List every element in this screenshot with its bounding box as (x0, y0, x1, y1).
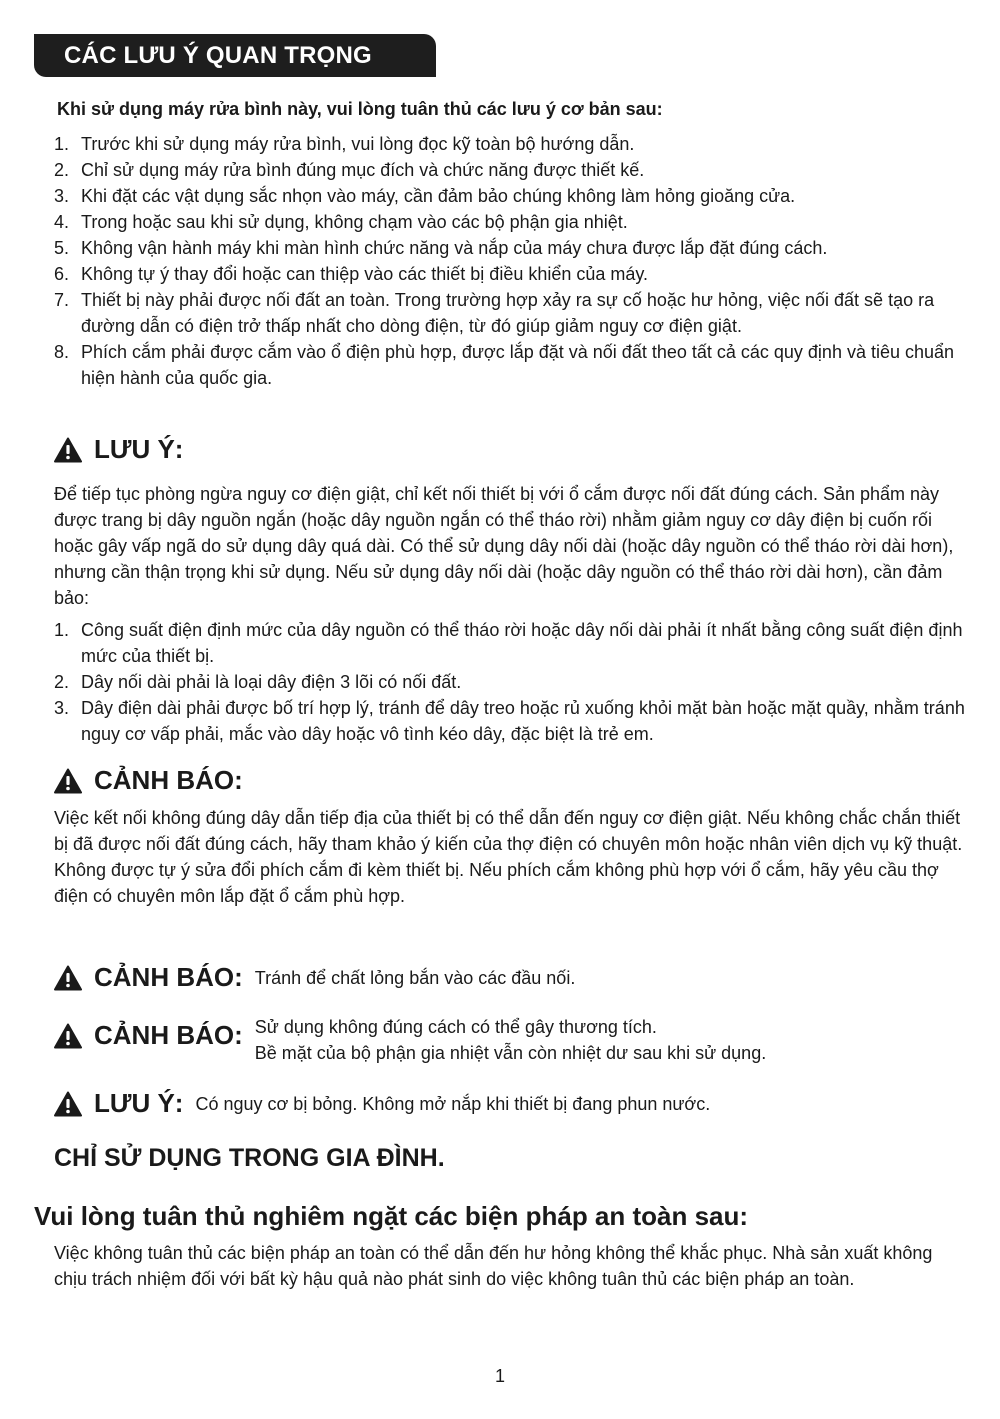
safety-paragraph: Việc không tuân thủ các biện pháp an toàn có thể dẫn đến hư hỏng không thể khắc phục. Nhà sản xuất không chịu trách nhiệm đối với bất kỳ hậu quả nào phát sinh do việc không tuân thủ các biện pháp an toàn. (54, 1243, 933, 1289)
inline-warning-label (54, 962, 243, 993)
warning-triangle-icon (54, 965, 82, 991)
list-item-text: Dây điện dài phải được bố trí hợp lý, tránh để dây treo hoặc rủ xuống khỏi mặt bàn hoặc mặt quầy, nhằm tránh nguy cơ vấp phải, mắc vào dây hoặc vô tình kéo dây, đặc biệt là trẻ em. (81, 698, 965, 744)
warning-paragraph (54, 805, 966, 909)
inline-warning-line: Sử dụng không đúng cách có thể gây thương tích. (254, 1017, 657, 1037)
list-item-text: Trong hoặc sau khi sử dụng, không chạm vào các bộ phận gia nhiệt. (81, 212, 628, 232)
inline-warning-label-text: LƯU Ý: (94, 1088, 184, 1118)
inline-warning-text (195, 1088, 710, 1117)
list-item (54, 157, 969, 183)
basic-notes-list (54, 131, 969, 391)
list-number: 3. (54, 186, 70, 206)
inline-warning-label (54, 1088, 183, 1119)
list-number: 5. (54, 238, 70, 258)
list-item (54, 183, 969, 209)
warning-heading-text: CẢNH BÁO: (94, 765, 243, 795)
list-number: 6. (54, 264, 70, 284)
note-heading-text: LƯU Ý: (94, 434, 184, 464)
warning-triangle-icon (54, 768, 82, 794)
list-number: 2. (54, 160, 70, 180)
inline-warning-3 (54, 1088, 710, 1119)
list-number: 4. (54, 212, 70, 232)
list-item (54, 669, 966, 695)
inline-warning-text (255, 962, 576, 991)
inline-warning-1 (54, 962, 575, 993)
section-title-bar (34, 34, 436, 77)
list-item-text: Không vận hành máy khi màn hình chức năng và nắp của máy chưa được lắp đặt đúng cách. (81, 238, 828, 258)
section-title: CÁC LƯU Ý QUAN TRỌNG (64, 41, 372, 69)
warning-triangle-icon (54, 1091, 82, 1117)
household-only-heading: CHỈ SỬ DỤNG TRONG GIA ĐÌNH. (54, 1144, 445, 1172)
list-number: 8. (54, 342, 70, 362)
note-heading (54, 434, 183, 465)
inline-warning-line: Có nguy cơ bị bỏng. Không mở nắp khi thiết bị đang phun nước. (195, 1094, 711, 1114)
list-item (54, 339, 969, 391)
warning-triangle-icon (54, 1023, 82, 1049)
page-number: 1 (494, 1366, 505, 1386)
list-item-text: Trước khi sử dụng máy rửa bình, vui lòng đọc kỹ toàn bộ hướng dẫn. (81, 134, 635, 154)
inline-warning-2 (54, 1014, 766, 1066)
list-item-text: Khi đặt các vật dụng sắc nhọn vào máy, cần đảm bảo chúng không làm hỏng gioăng cửa. (81, 186, 796, 206)
inline-warning-label-text: CẢNH BÁO: (94, 962, 243, 992)
list-number: 2. (54, 672, 70, 692)
list-item (54, 287, 969, 339)
list-item-text: Thiết bị này phải được nối đất an toàn. Trong trường hợp xảy ra sự cố hoặc hư hỏng, việc nối đất sẽ tạo ra đường dẫn có điện trở thấp nhất cho dòng điện, từ đó giúp giảm nguy cơ điện giật. (81, 290, 935, 336)
inline-warning-label (54, 1014, 243, 1051)
list-item (54, 131, 969, 157)
list-number: 7. (54, 290, 70, 310)
warning-paragraph-2: Không được tự ý sửa đổi phích cắm đi kèm thiết bị. Nếu phích cắm không phù hợp với ổ cắm, hãy yêu cầu thợ điện có chuyên môn lắp đặt ổ cắm phù hợp. (54, 860, 939, 906)
list-item (54, 209, 969, 235)
inline-warning-label-text: CẢNH BÁO: (94, 1020, 243, 1050)
list-number: 3. (54, 698, 70, 718)
warning-triangle-icon (54, 437, 82, 463)
inline-warning-text (255, 1014, 766, 1066)
list-item (54, 235, 969, 261)
warning-paragraph-1: Việc kết nối không đúng dây dẫn tiếp địa của thiết bị có thể dẫn đến nguy cơ điện giật. Nếu không chắc chắn thiết bị đã được nối đất đúng cách, hãy tham khảo ý kiến của thợ điện có chuyên môn hoặc nhân viên dịch vụ kỹ thuật. (54, 808, 963, 854)
inline-warning-line: Tránh để chất lỏng bắn vào các đầu nối. (254, 968, 576, 988)
list-item-text: Không tự ý thay đổi hoặc can thiệp vào các thiết bị điều khiển của máy. (81, 264, 649, 284)
list-number: 1. (54, 134, 70, 154)
intro-text: Khi sử dụng máy rửa bình này, vui lòng tuân thủ các lưu ý cơ bản sau: (57, 99, 663, 119)
list-item (54, 617, 966, 669)
warning-heading (54, 765, 243, 796)
note-paragraph: Để tiếp tục phòng ngừa nguy cơ điện giật, chỉ kết nối thiết bị với ổ cắm được nối đất đúng cách. Sản phẩm này được trang bị dây nguồn ngắn (hoặc dây nguồn ngắn có thể tháo rời) nhằm giảm nguy cơ dây điện bị cuốn rối hoặc gây vấp ngã do sử dụng dây quá dài. Có thể sử dụng dây nối dài (hoặc dây nguồn có thể tháo rời dài hơn), nhưng cần thận trọng khi sử dụng. Nếu sử dụng dây nối dài (hoặc dây nguồn có thể tháo rời dài hơn), cần đảm bảo: (54, 484, 954, 608)
inline-warning-line: Bề mặt của bộ phận gia nhiệt vẫn còn nhiệt dư sau khi sử dụng. (254, 1043, 767, 1063)
list-number: 1. (54, 620, 70, 640)
list-item-text: Chỉ sử dụng máy rửa bình đúng mục đích và chức năng được thiết kế. (81, 160, 645, 180)
list-item (54, 261, 969, 287)
list-item-text: Dây nối dài phải là loại dây điện 3 lõi có nối đất. (81, 672, 462, 692)
list-item-text: Công suất điện định mức của dây nguồn có thể tháo rời hoặc dây nối dài phải ít nhất bằng công suất điện định mức của thiết bị. (81, 620, 963, 666)
safety-heading: Vui lòng tuân thủ nghiêm ngặt các biện pháp an toàn sau: (34, 1201, 749, 1231)
note-list (54, 617, 966, 747)
list-item-text: Phích cắm phải được cắm vào ổ điện phù hợp, được lắp đặt và nối đất theo tất cả các quy định và tiêu chuẩn hiện hành của quốc gia. (81, 342, 955, 388)
list-item (54, 695, 966, 747)
